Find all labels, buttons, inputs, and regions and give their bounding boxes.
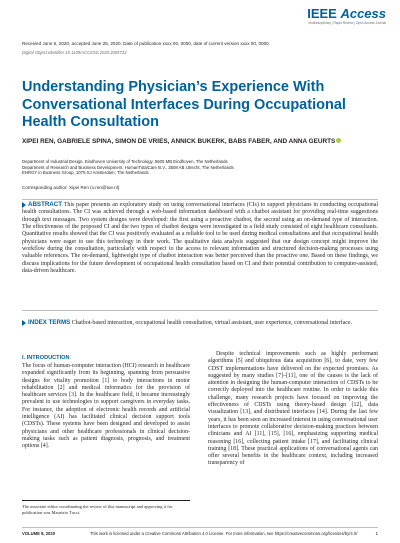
affiliation-2: Department of Research and Business Development, HumanTotalCare B.V., 3508 AB Utrecht, The Netherlands [22,164,234,170]
footer-volume: VOLUME 8, 2020 [22,531,56,536]
left-column [22,355,190,451]
logo-prefix: IEEE [307,6,337,21]
corresponding-author: Corresponding author: Xipei Ren (x.ren@tue.nl) [22,185,120,190]
index-terms [22,319,378,327]
footer-divider [22,527,378,528]
index-terms-label: INDEX TERMS [28,319,71,326]
authors-text: XIPEI REN, GABRIELE SPINA, SIMON DE VRIES, ANNICK BUKERK, BABS FABER, AND ANNA GEURTS [22,138,336,145]
affiliation-3: ENRGY in Business Group, 1075 XJ Amsterdam, The Netherlands [22,170,149,176]
author-list [22,138,382,147]
orcid-icon[interactable] [336,138,341,143]
intro-paragraph-right: Despite technical improvements such as highly performant algorithms [5] and ubiquitous data acquisition [6], to date, very few CDST implementations have delivered on the expected promises. As suggested by many studies [7]–[11], one of the causes is the lack of attention in designing the human-computer interaction of CDSTs to be correctly deployed into the healthcare routine. In order to tackle this challenge, many research projects have focused on improving the effectiveness of CDSTs using theory-based design [12], data visualization [13], and distributed interfaces [14]. During the last few years, it has been seen an increased interest in using conversational user interfaces to promote collaborative decision-making practices between clinicians and AI [11], [15], [16], emphasizing supporting medical reasoning [16], collecting patient intake [17], and facilitating clinical training [18]. These practical applications of conversational agents can offer several benefits in the healthcare context, including increased transparency of [208,351,378,467]
triangle-bullet-icon [22,202,26,208]
affiliation-1: Department of Industrial Design, Eindhoven University of Technology, 5600 MB Eindhoven, The Netherlands [22,159,228,164]
footnote: The associate editor coordinating the review of this manuscript and approving it for publication was Maurizio Tucci. [22,504,173,515]
intro-heading: I. INTRODUCTION [22,355,70,361]
doi-line: Digital Object Identifier 10.1109/ACCESS.2020.3005733 [22,50,127,55]
journal-logo [307,6,386,21]
logo-tagline: Multidisciplinary | Rapid Review | Open Access Journal [308,21,386,25]
abstract-label: ABSTRACT [28,201,63,208]
paper-title: Understanding Physician’s Experience With Conversational Interfaces During Occupational Health Consultation [22,79,346,130]
intro-paragraph-left: The focus of human-computer interaction (HCI) research in healthcare expanded significantly from its beginning, spanning from persuasive designs for vitality promotion [1] to body interactions in motor rehabilitation [2] and medical informatics for the provision of healthcare services [3]. In the healthcare field, it became increasingly prevalent to use technologies to support caregivers in everyday tasks. For instance, the adoption of electronic health records and artificial intelligence (AI) has facilitated clinical decision support tools (CDSTs). These systems have been designed and developed to assist physicians and other healthcare professionals in clinical decision-making tasks such as patient diagnosis, prognosis, and treatment options [4]. [22,363,190,450]
abstract [22,201,378,275]
abstract-text: This paper presents an exploratory study on using conversational interfaces (CIs) to support physicians in conducting occupational health consultations. The CI was achieved through a web-based information dashboard with a chatbot assistant for providing real-time suggestions through text messages. Two system designs were developed: the first using a proactive chatbot, the second using an on-demand type of interaction. The effectiveness of the proposed CI and the two types of chatbot designs were investigated in a field study consisted of eight healthcare consultants. Quantitative results showed that the CI was positively evaluated as a reliable tool to be used during medical consultations and that occupational health physicians were eager to use this technology in their work. The qualitative data analysis suggested that our design concept might improve the workflow during the consultation, particularly with respect to the access to relevant information and structured decision-making processes using valuable references. The on-demand, lightweight type of chatbot interaction was better perceived than the proactive one. Based on these findings, we discuss implications for the future development of occupational health consultation based on CI and their potential contribution to computer-assisted, data-driven healthcare. [22,202,378,275]
affiliations [22,159,382,176]
footer-license[interactable]: This work is licensed under a Creative Commons Attribution 4.0 License. For more information, see https://creativecommons.org/licenses/by/4.0/ [90,531,358,536]
received-line: Received June 6, 2020, accepted June 25, 2020. Date of publication xxxx 00, 0000, date of current version xxxx 00, 0000. [22,41,270,46]
index-terms-text: Chatbot-based interaction, occupational health consultation, virtual assistant, user experience, conversational interface. [71,320,352,326]
right-column [208,351,378,468]
triangle-bullet-icon [22,320,26,326]
logo-accent: Access [340,6,386,21]
footnote-divider [22,500,190,501]
page-number: 1 [375,531,378,536]
